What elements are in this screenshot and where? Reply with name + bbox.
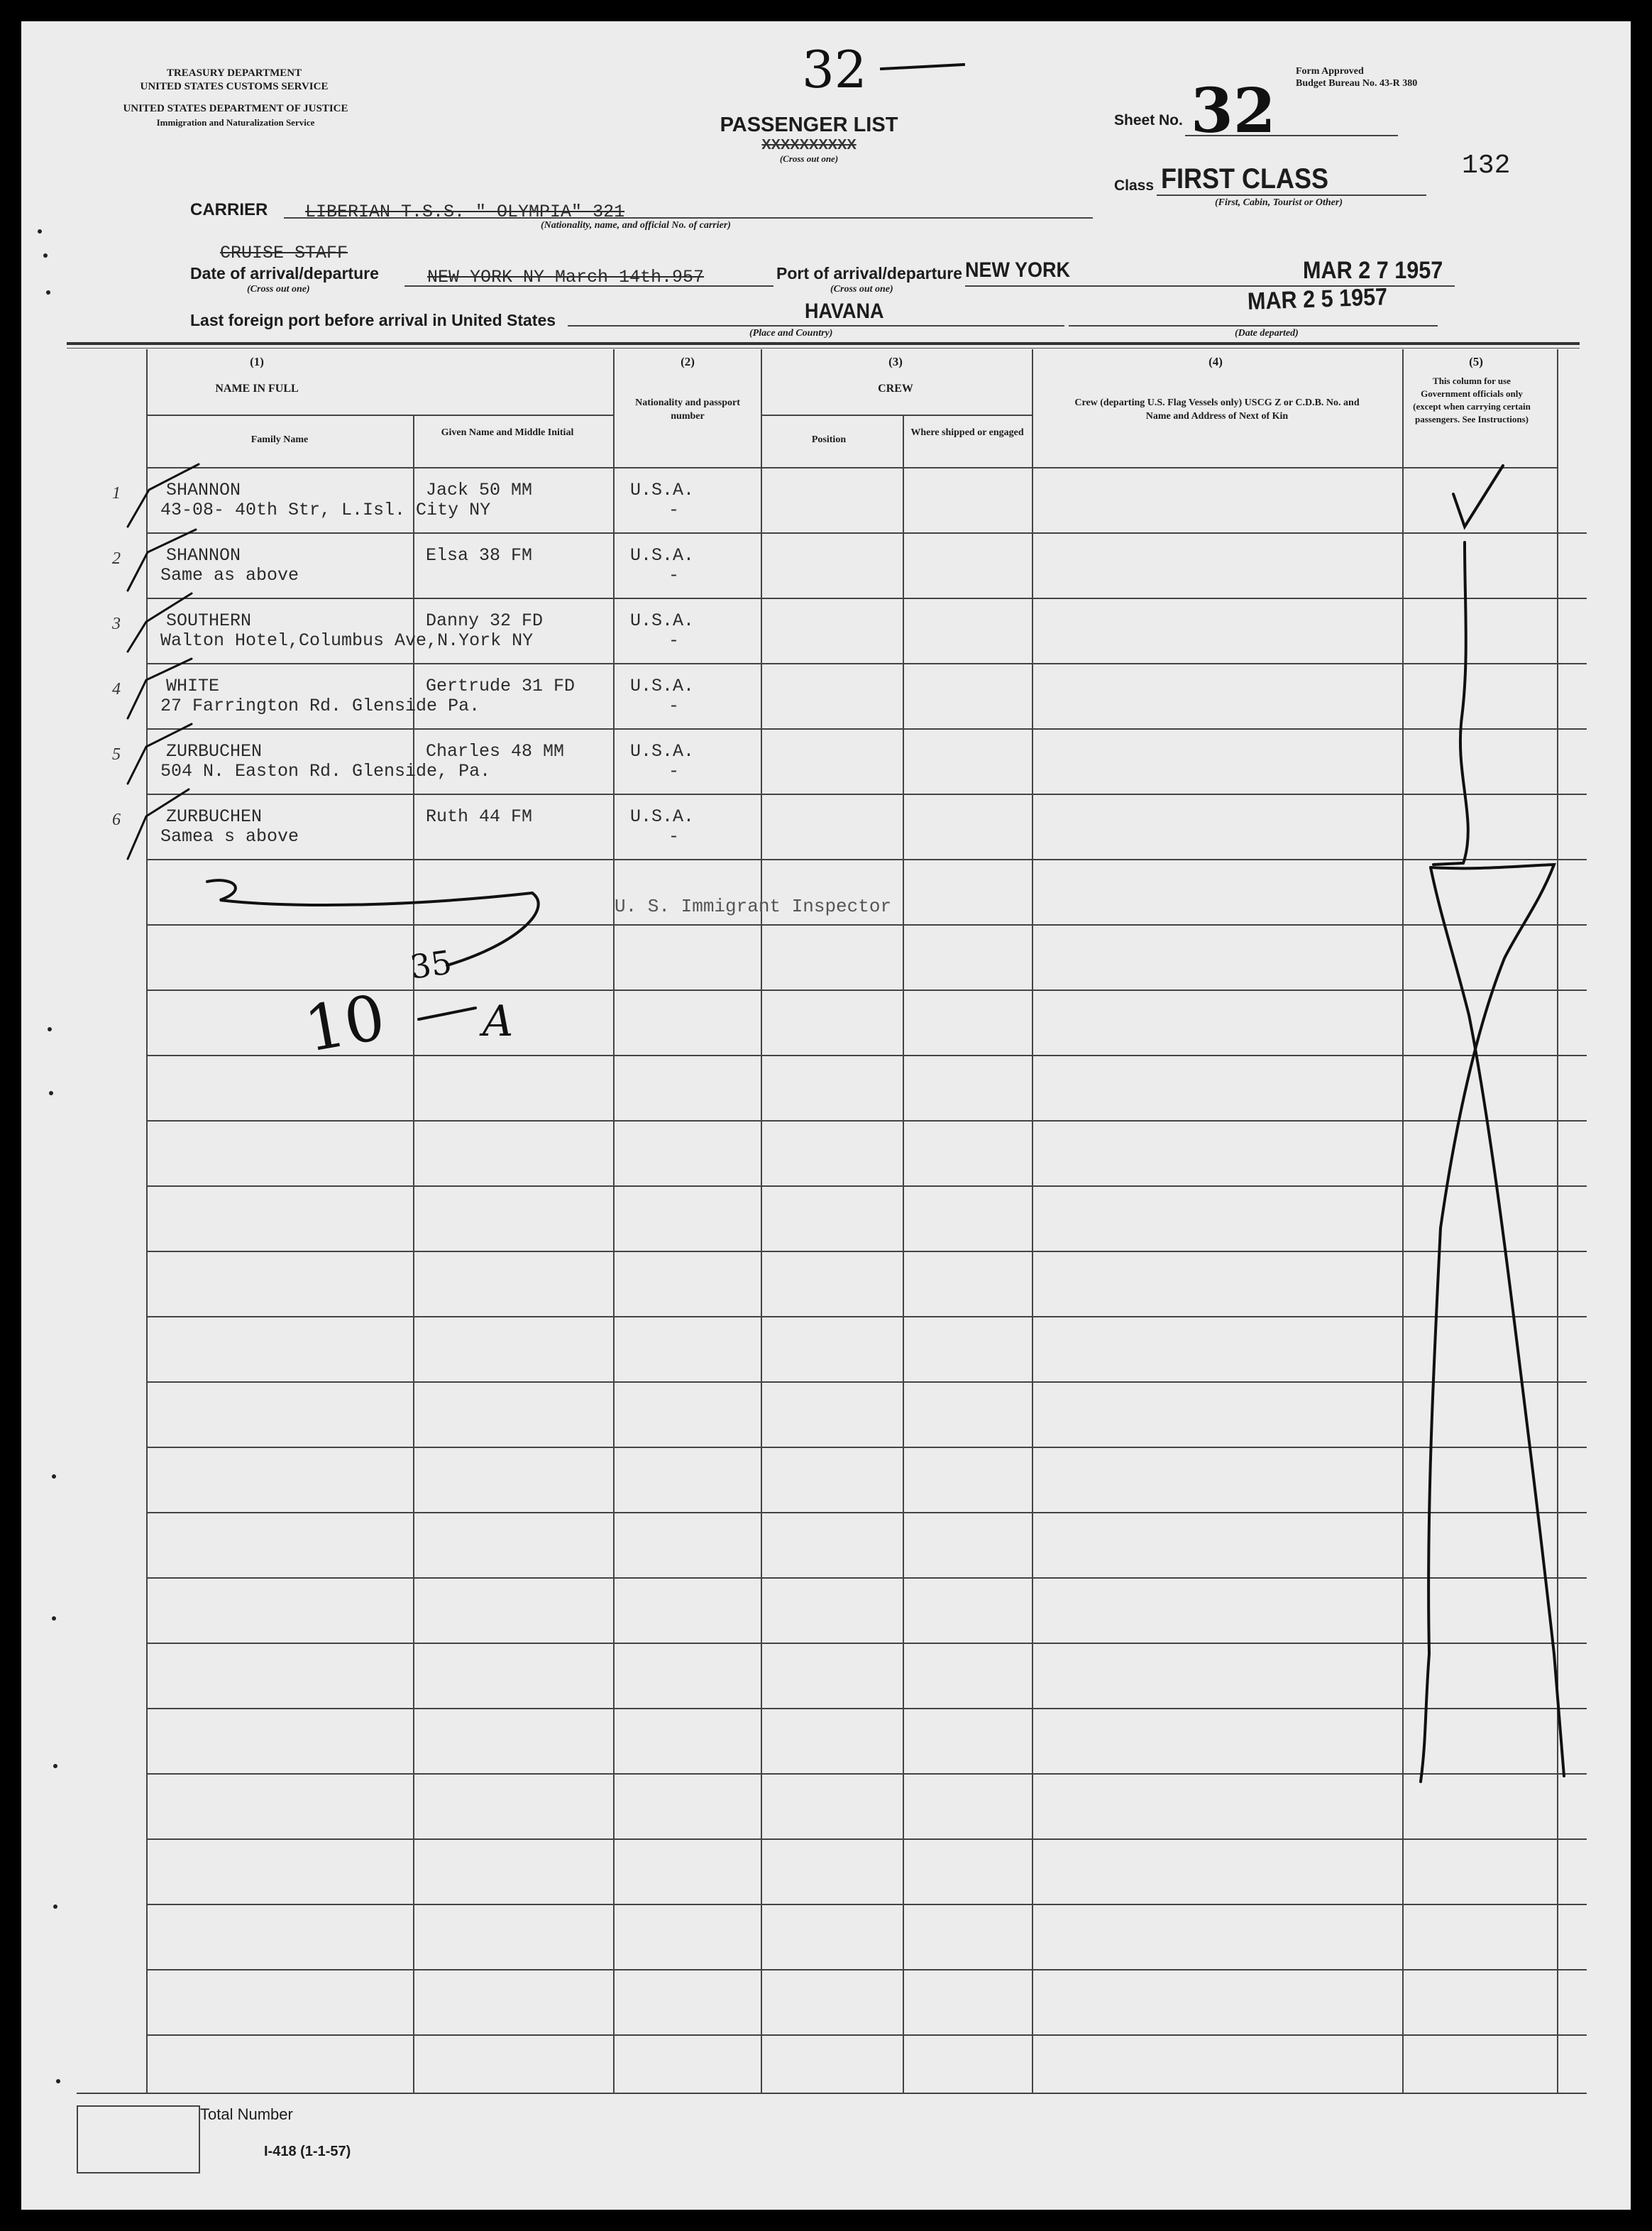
nationality: U.S.A.: [630, 676, 695, 696]
nationality: U.S.A.: [630, 806, 695, 827]
carrier-value: LIBERIAN T.S.S. " OLYMPIA" 321: [305, 202, 625, 222]
check-mark: [1453, 466, 1503, 527]
handwritten-marks: [21, 21, 1631, 2210]
given-name-age-sex: Jack 50 MM: [426, 480, 533, 500]
address: Samea s above: [160, 826, 299, 847]
nationality: U.S.A.: [630, 741, 695, 762]
total-label: Total Number: [200, 2105, 293, 2123]
departed-caption: (Date departed): [1235, 328, 1299, 339]
bracket-line: [1433, 542, 1468, 865]
col4-number: (4): [1208, 355, 1223, 368]
signature-tail: [447, 893, 539, 965]
class-label: Class: [1114, 177, 1155, 194]
family-name: SHANNON: [166, 545, 241, 566]
col5-number: (5): [1469, 355, 1483, 368]
handwritten-sheet-number: 32: [802, 40, 867, 99]
row-number: 5: [112, 745, 121, 764]
last-port-value: HAVANA: [805, 300, 884, 323]
family-name: SOUTHERN: [166, 610, 252, 631]
col-crew-next-of-kin: Crew (departing U.S. Flag Vessels only) USCG Z or C.D.B. No. and Name and Address of Next of Kin: [1074, 398, 1360, 422]
row-number: 1: [112, 484, 121, 503]
col-government-use: This column for use Government officials only (except when carrying certain passengers. See Instructions): [1413, 376, 1531, 424]
col-family-name: Family Name: [250, 434, 309, 445]
passenger-list-form: [21, 21, 1631, 2210]
last-port-label: Last foreign port before arrival in United States: [190, 311, 556, 329]
given-name-age-sex: Elsa 38 FM: [426, 545, 533, 566]
family-name: WHITE: [166, 676, 220, 696]
departed-stamp: MAR 2 5 1957: [1247, 283, 1388, 315]
address: 43-08- 40th Str, L.Isl. City NY: [160, 500, 491, 520]
sheet-number: 32: [1191, 75, 1276, 147]
address: Same as above: [160, 565, 299, 586]
address: 27 Farrington Rd. Glenside Pa.: [160, 696, 480, 716]
address: Walton Hotel,Columbus Ave,N.York NY: [160, 630, 534, 651]
col-nationality: Nationality and passport number: [635, 398, 740, 422]
given-name-age-sex: Gertrude 31 FD: [426, 676, 576, 696]
title-caption: (Cross out one): [779, 153, 839, 164]
page-count: 132: [1462, 150, 1511, 181]
passport-number: -: [668, 696, 680, 716]
treasury-label: TREASURY DEPARTMENT: [166, 67, 302, 79]
col2-number: (2): [681, 355, 695, 368]
class-value: FIRST CLASS: [1161, 163, 1329, 194]
col1-number: (1): [250, 355, 264, 368]
nationality: U.S.A.: [630, 610, 695, 631]
row-number: 4: [112, 680, 121, 698]
carrier-label: CARRIER: [190, 200, 268, 219]
total-box: [77, 2105, 200, 2174]
form-approved: Form Approved: [1296, 66, 1364, 77]
arrival-stamp: MAR 2 7 1957: [1303, 257, 1443, 284]
ins-label: Immigration and Naturalization Service: [156, 117, 315, 128]
customs-label: UNITED STATES CUSTOMS SERVICE: [140, 81, 329, 92]
address: 504 N. Easton Rd. Glenside, Pa.: [160, 761, 491, 782]
funnel-mark: [1421, 865, 1554, 1782]
passport-number: -: [668, 565, 680, 586]
sheet-label: Sheet No.: [1114, 112, 1183, 128]
row-number: 3: [112, 615, 121, 633]
nationality: U.S.A.: [630, 480, 695, 500]
date-value: NEW YORK NY March 14th.957: [427, 267, 705, 287]
margin-punch-dots: [21, 21, 78, 2210]
port-value: NEW YORK: [965, 258, 1071, 282]
col3-title: CREW: [878, 383, 913, 395]
given-name-age-sex: Danny 32 FD: [426, 610, 544, 631]
port-caption: (Cross out one): [830, 284, 893, 295]
inspector-stamp: U. S. Immigrant Inspector: [615, 896, 892, 917]
cruise-staff-note: CRUISE STAFF: [220, 243, 348, 263]
passport-number: -: [668, 630, 680, 651]
class-caption: (First, Cabin, Tourist or Other): [1215, 197, 1343, 208]
title-struck: XXXXXXXXXX: [761, 137, 857, 153]
family-name: SHANNON: [166, 480, 241, 500]
justice-label: UNITED STATES DEPARTMENT OF JUSTICE: [123, 103, 348, 114]
budget-bureau: Budget Bureau No. 43-R 380: [1296, 78, 1418, 89]
date-caption: (Cross out one): [247, 284, 310, 295]
col-given-name: Given Name and Middle Initial: [441, 427, 574, 438]
family-name: ZURBUCHEN: [166, 741, 263, 762]
row-number: 6: [112, 811, 121, 829]
family-name: ZURBUCHEN: [166, 806, 263, 827]
given-name-age-sex: Charles 48 MM: [426, 741, 565, 762]
carrier-caption: (Nationality, name, and official No. of carrier): [541, 220, 731, 231]
row-number: 2: [112, 549, 121, 568]
row-checkmarks: [128, 464, 199, 859]
given-name-age-sex: Ruth 44 FM: [426, 806, 533, 827]
signature-scribble: [207, 880, 532, 905]
form-title: PASSENGER LIST: [720, 114, 898, 136]
passport-number: -: [668, 826, 680, 847]
col1-title: NAME IN FULL: [215, 383, 299, 395]
last-port-caption: (Place and Country): [749, 328, 833, 339]
col3-number: (3): [888, 355, 903, 368]
col-where-shipped: Where shipped or engaged: [910, 427, 1024, 438]
handwritten-time-suffix: A: [483, 997, 514, 1046]
handwritten-time: 10: [299, 980, 391, 1066]
funnel-left: [1431, 867, 1564, 1776]
port-label: Port of arrival/departure: [776, 264, 963, 283]
nationality: U.S.A.: [630, 545, 695, 566]
col-position: Position: [811, 434, 847, 445]
form-number: I-418 (1-1-57): [264, 2144, 351, 2159]
handwritten-time-minutes: 35: [407, 943, 455, 987]
time-dash: [419, 1008, 475, 1019]
passport-number: -: [668, 761, 680, 782]
passport-number: -: [668, 500, 680, 520]
date-label: Date of arrival/departure: [190, 264, 379, 283]
